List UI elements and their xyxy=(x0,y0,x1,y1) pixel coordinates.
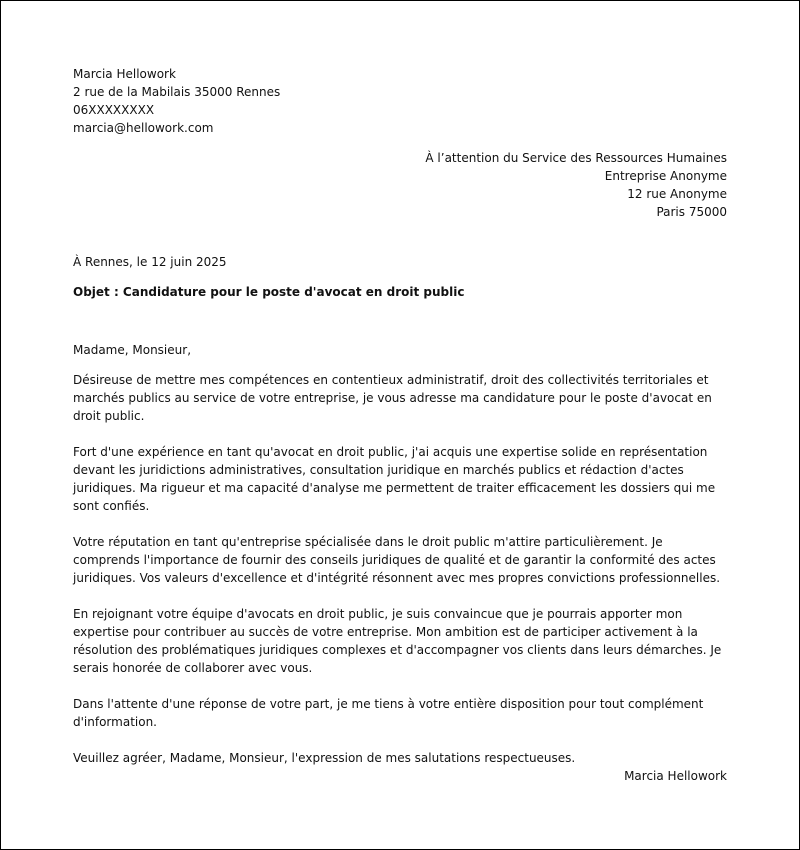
letter-body xyxy=(73,341,733,785)
date-line: À Rennes, le 12 juin 2025 xyxy=(73,255,227,269)
sender-email: marcia@hellowork.com xyxy=(73,121,214,135)
subject-line: Objet : Candidature pour le poste d'avocat en droit public xyxy=(73,285,465,299)
paragraph-closing: Veuillez agréer, Madame, Monsieur, l'expression de mes salutations respectueuses. xyxy=(73,751,576,765)
paragraph-company: Votre réputation en tant qu'entreprise spécialisée dans le droit public m'attire particulièrement. Je comprends l'importance de fournir des conseils juridiques de qualité et de garantir la conformité des actes juridiques. Vos valeurs d'excellence et d'intégrité résonnent avec mes propres convictions professionnelles. xyxy=(73,535,721,585)
recipient-city: Paris 75000 xyxy=(656,205,727,219)
sender-phone: 06XXXXXXXX xyxy=(73,103,155,117)
sender-block xyxy=(73,65,280,137)
paragraph-availability: Dans l'attente d'une réponse de votre part, je me tiens à votre entière disposition pour tout complément d'information. xyxy=(73,697,704,729)
recipient-company: Entreprise Anonyme xyxy=(604,169,727,183)
paragraph-intro: Désireuse de mettre mes compétences en contentieux administratif, droit des collectivités territoriales et marchés publics au service de votre entreprise, je vous adresse ma candidature pour le poste d'avocat en droit public. xyxy=(73,373,712,423)
recipient-attention: À l’attention du Service des Ressources Humaines xyxy=(425,151,727,165)
sender-name: Marcia Hellowork xyxy=(73,67,176,81)
recipient-street: 12 rue Anonyme xyxy=(627,187,727,201)
paragraph-motivation: En rejoignant votre équipe d'avocats en droit public, je suis convaincue que je pourrais apporter mon expertise pour contribuer au succès de votre entreprise. Mon ambition est de participer activement à la résolution des problématiques juridiques complexes et d'accompagner vos clients dans leurs démarches. Je serais honorée de collaborer avec vous. xyxy=(73,607,722,675)
greeting: Madame, Monsieur, xyxy=(73,343,192,357)
paragraph-experience: Fort d'une expérience en tant qu'avocat en droit public, j'ai acquis une expertise solide en représentation devant les juridictions administratives, consultation juridique en marchés publics et rédaction d'actes juridiques. Ma rigueur et ma capacité d'analyse me permettent de traiter efficacement les dossiers qui me sont confiés. xyxy=(73,445,716,513)
signature: Marcia Hellowork xyxy=(624,769,727,783)
sender-address: 2 rue de la Mabilais 35000 Rennes xyxy=(73,85,281,99)
recipient-block xyxy=(425,149,727,221)
